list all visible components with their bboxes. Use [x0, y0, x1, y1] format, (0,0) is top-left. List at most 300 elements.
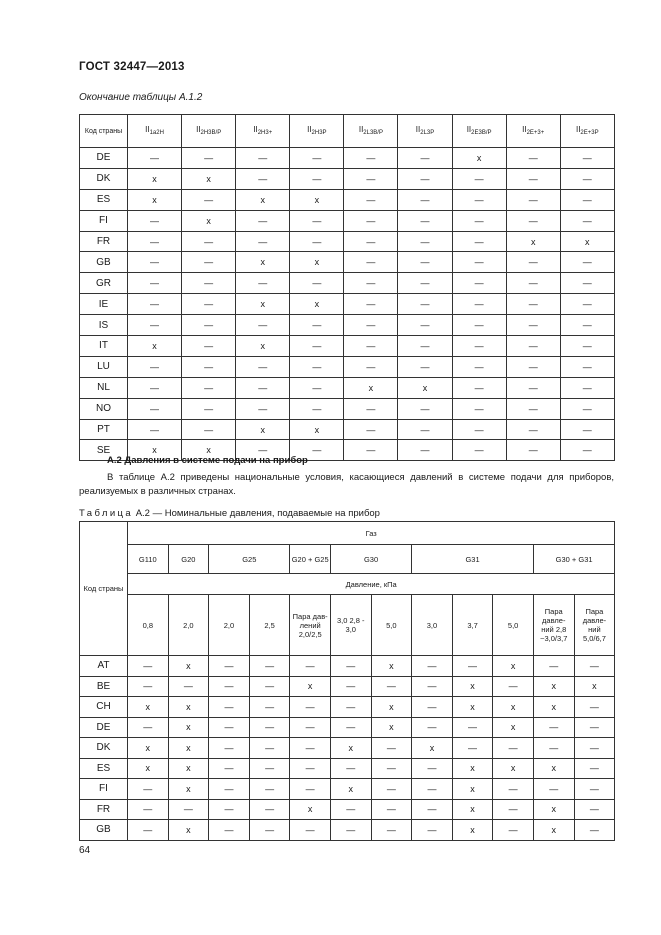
- table-cell: —: [371, 676, 412, 697]
- table-cell: —: [398, 294, 452, 315]
- table-cell: —: [249, 758, 290, 779]
- table-cell: —: [236, 356, 290, 377]
- column-header-base: II: [196, 124, 201, 134]
- gas-group-header: G20 + G25: [290, 545, 331, 574]
- table-cell: —: [506, 356, 560, 377]
- table-cell: —: [560, 273, 614, 294]
- table-caption-text: А.2 — Номинальные давления, подаваемые на прибор: [135, 508, 380, 519]
- table-cell: —: [560, 398, 614, 419]
- table-cell: —: [533, 738, 574, 759]
- country-code-cell: CH: [80, 697, 128, 718]
- country-code-cell: BE: [80, 676, 128, 697]
- country-code-cell: GB: [80, 252, 128, 273]
- table-cell: —: [452, 738, 493, 759]
- table-cell: —: [330, 820, 371, 841]
- table-cell: —: [128, 799, 169, 820]
- table-cell: —: [290, 315, 344, 336]
- table-cell: —: [290, 231, 344, 252]
- table-cell: —: [290, 717, 331, 738]
- section-title: А.2 Давления в системе подачи на прибор: [107, 455, 308, 466]
- table-cell: —: [371, 799, 412, 820]
- table-cell: —: [452, 356, 506, 377]
- table-cell: —: [330, 656, 371, 677]
- table-cell: —: [168, 676, 209, 697]
- table-cell: —: [506, 315, 560, 336]
- table-cell: —: [506, 252, 560, 273]
- table-cell: —: [209, 656, 250, 677]
- table-row: [80, 189, 615, 210]
- country-code-cell: GB: [80, 820, 128, 841]
- table-cell: x: [452, 697, 493, 718]
- table-cell: —: [452, 168, 506, 189]
- column-header-sub: 2E+3+: [526, 129, 545, 136]
- country-code-cell: FI: [80, 779, 128, 800]
- table-cell: x: [344, 377, 398, 398]
- table-cell: —: [412, 820, 453, 841]
- pressure-value-header: 2,0: [168, 595, 209, 656]
- table-cell: —: [344, 315, 398, 336]
- table-cell: —: [182, 356, 236, 377]
- table-cell: —: [182, 336, 236, 357]
- table-cell: —: [412, 697, 453, 718]
- table-cell: —: [344, 273, 398, 294]
- table-row: [80, 168, 615, 189]
- table-cell: x: [128, 189, 182, 210]
- table-cell: x: [182, 168, 236, 189]
- table-cell: —: [236, 377, 290, 398]
- table-cell: —: [290, 168, 344, 189]
- table-cell: x: [182, 210, 236, 231]
- table-cell: x: [412, 738, 453, 759]
- table-cell: —: [236, 210, 290, 231]
- country-code-cell: FR: [80, 799, 128, 820]
- table-row: [80, 717, 615, 738]
- table-row: [80, 336, 615, 357]
- table-cell: x: [533, 758, 574, 779]
- column-header: [452, 115, 506, 148]
- table-cell: —: [182, 189, 236, 210]
- table-cell: —: [412, 799, 453, 820]
- table-cell: x: [533, 799, 574, 820]
- table-cell: —: [290, 377, 344, 398]
- table-cell: x: [128, 758, 169, 779]
- column-header: [182, 115, 236, 148]
- table-cell: —: [371, 820, 412, 841]
- table-cell: x: [398, 377, 452, 398]
- table-cell: x: [236, 189, 290, 210]
- table-cell: —: [398, 252, 452, 273]
- pressure-value-header: 0,8: [128, 595, 169, 656]
- table-cell: —: [249, 738, 290, 759]
- pressure-value-header: 2,0: [209, 595, 250, 656]
- table-row: [80, 697, 615, 718]
- pressure-value-header: Пара давле-ний 2,8 ~3,0/3,7: [533, 595, 574, 656]
- document-header: ГОСТ 32447—2013: [79, 61, 185, 73]
- table-cell: x: [452, 758, 493, 779]
- table-cell: —: [560, 210, 614, 231]
- table-cell: x: [128, 336, 182, 357]
- table-cell: —: [344, 231, 398, 252]
- table-row: [80, 210, 615, 231]
- country-code-header: Код страны: [80, 115, 128, 148]
- pressure-value-header: Пара дав-лений 2,0/2,5: [290, 595, 331, 656]
- country-code-cell: NO: [80, 398, 128, 419]
- table-cell: x: [168, 717, 209, 738]
- table-cell: —: [209, 738, 250, 759]
- table-cell: —: [371, 738, 412, 759]
- table-cell: —: [290, 398, 344, 419]
- table-cell: —: [344, 336, 398, 357]
- table-row: [80, 148, 615, 169]
- pressure-value-header: 5,0: [493, 595, 534, 656]
- pressure-value-header: 2,5: [249, 595, 290, 656]
- table-a1-2: [79, 114, 615, 461]
- table-cell: —: [128, 252, 182, 273]
- table-cell: —: [533, 717, 574, 738]
- pressure-value-header: 3,7: [452, 595, 493, 656]
- table-cell: —: [290, 148, 344, 169]
- table-cell: —: [128, 820, 169, 841]
- table-cell: x: [330, 779, 371, 800]
- table-cell: —: [412, 779, 453, 800]
- column-header-base: II: [253, 124, 258, 134]
- table-cell: —: [128, 148, 182, 169]
- table-cell: x: [168, 779, 209, 800]
- table-cell: —: [344, 210, 398, 231]
- table-cell: —: [236, 440, 290, 461]
- table-caption: [79, 508, 380, 519]
- column-header-sub: 2H3+: [257, 129, 273, 136]
- section-paragraph: [79, 471, 614, 499]
- table-continuation-caption: Окончание таблицы А.1.2: [79, 92, 203, 103]
- table-cell: x: [290, 294, 344, 315]
- table-cell: —: [493, 676, 534, 697]
- table-cell: —: [128, 419, 182, 440]
- table-cell: —: [452, 440, 506, 461]
- table-cell: —: [249, 820, 290, 841]
- table-cell: —: [398, 315, 452, 336]
- table-cell: —: [493, 738, 534, 759]
- country-code-cell: FR: [80, 231, 128, 252]
- column-header-base: II: [466, 124, 472, 134]
- table-cell: —: [452, 377, 506, 398]
- table-cell: —: [290, 820, 331, 841]
- table-cell: x: [452, 799, 493, 820]
- table-cell: —: [506, 273, 560, 294]
- table-cell: —: [249, 697, 290, 718]
- table-cell: x: [452, 676, 493, 697]
- table-cell: —: [493, 779, 534, 800]
- country-code-cell: LU: [80, 356, 128, 377]
- gas-header: Газ: [128, 522, 615, 545]
- table-cell: —: [209, 697, 250, 718]
- table-cell: x: [533, 676, 574, 697]
- table-cell: —: [182, 377, 236, 398]
- table-cell: x: [168, 758, 209, 779]
- table-cell: —: [452, 231, 506, 252]
- table-cell: —: [574, 656, 615, 677]
- table-cell: —: [506, 168, 560, 189]
- table-row: [80, 799, 615, 820]
- table-cell: x: [290, 189, 344, 210]
- table-cell: —: [182, 419, 236, 440]
- table-cell: x: [290, 419, 344, 440]
- table-cell: —: [371, 758, 412, 779]
- table-cell: —: [236, 273, 290, 294]
- table-cell: —: [398, 440, 452, 461]
- table-cell: —: [290, 656, 331, 677]
- table-cell: —: [560, 377, 614, 398]
- table-cell: —: [398, 398, 452, 419]
- table-cell: —: [506, 189, 560, 210]
- column-header: [290, 115, 344, 148]
- country-code-cell: IS: [80, 315, 128, 336]
- country-code-header: Код страны: [80, 522, 128, 656]
- table-cell: —: [249, 799, 290, 820]
- table-cell: x: [371, 656, 412, 677]
- table-cell: —: [506, 398, 560, 419]
- pressure-value-header: 5,0: [371, 595, 412, 656]
- table-cell: —: [560, 148, 614, 169]
- table-cell: —: [209, 758, 250, 779]
- table-row: [80, 294, 615, 315]
- table-cell: —: [128, 356, 182, 377]
- country-code-cell: IE: [80, 294, 128, 315]
- table-cell: —: [574, 758, 615, 779]
- table-cell: —: [398, 336, 452, 357]
- table-cell: —: [236, 148, 290, 169]
- column-header: [128, 115, 182, 148]
- column-header-sub: 2L3P: [420, 129, 435, 136]
- table-cell: x: [493, 758, 534, 779]
- column-header-sub: 2L3B/P: [363, 129, 383, 136]
- table-cell: —: [452, 210, 506, 231]
- column-header: [344, 115, 398, 148]
- table-cell: —: [182, 252, 236, 273]
- table-cell: —: [452, 419, 506, 440]
- table-cell: —: [412, 656, 453, 677]
- table-cell: —: [182, 294, 236, 315]
- table-cell: —: [398, 273, 452, 294]
- table-cell: —: [398, 210, 452, 231]
- table-cell: x: [236, 336, 290, 357]
- pressure-value-header: Пара давле-ний 5,0/6,7: [574, 595, 615, 656]
- table-cell: —: [412, 717, 453, 738]
- table-cell: —: [412, 758, 453, 779]
- table-cell: x: [236, 294, 290, 315]
- pressure-header: Давление, кПа: [128, 574, 615, 595]
- table-cell: —: [236, 231, 290, 252]
- table-cell: —: [398, 189, 452, 210]
- table-cell: —: [249, 656, 290, 677]
- table-cell: —: [128, 231, 182, 252]
- table-cell: —: [452, 294, 506, 315]
- table-cell: —: [128, 315, 182, 336]
- country-code-cell: ES: [80, 189, 128, 210]
- column-header-sub: 2H3P: [311, 129, 327, 136]
- table-cell: —: [452, 398, 506, 419]
- table-cell: x: [290, 799, 331, 820]
- table-cell: —: [574, 717, 615, 738]
- country-code-cell: DE: [80, 148, 128, 169]
- table-row: [80, 231, 615, 252]
- table-a2: [79, 521, 615, 841]
- table-row: [80, 676, 615, 697]
- table-cell: —: [290, 210, 344, 231]
- table-cell: —: [344, 419, 398, 440]
- table-cell: x: [128, 440, 182, 461]
- table-cell: —: [128, 294, 182, 315]
- country-code-cell: NL: [80, 377, 128, 398]
- gas-group-header: G25: [209, 545, 290, 574]
- table-row: [80, 377, 615, 398]
- table-cell: —: [128, 398, 182, 419]
- table-cell: —: [452, 336, 506, 357]
- country-code-cell: PT: [80, 419, 128, 440]
- table-cell: —: [412, 676, 453, 697]
- table-row: [80, 656, 615, 677]
- table-cell: —: [290, 738, 331, 759]
- table-row: [80, 820, 615, 841]
- table-cell: x: [168, 738, 209, 759]
- table-cell: —: [560, 294, 614, 315]
- column-header: [506, 115, 560, 148]
- column-header: [560, 115, 614, 148]
- table-cell: —: [452, 273, 506, 294]
- table-cell: —: [560, 336, 614, 357]
- table-cell: —: [398, 148, 452, 169]
- table-cell: x: [574, 676, 615, 697]
- table-cell: x: [168, 820, 209, 841]
- table-cell: —: [344, 168, 398, 189]
- table-cell: —: [344, 252, 398, 273]
- table-cell: —: [128, 717, 169, 738]
- table-cell: —: [344, 294, 398, 315]
- table-row: [80, 252, 615, 273]
- table-header-row-gas: [80, 522, 615, 545]
- country-code-cell: AT: [80, 656, 128, 677]
- table-cell: x: [182, 440, 236, 461]
- country-code-cell: SE: [80, 440, 128, 461]
- table-cell: —: [371, 779, 412, 800]
- table-cell: —: [182, 398, 236, 419]
- country-code-cell: FI: [80, 210, 128, 231]
- table-cell: —: [128, 656, 169, 677]
- pressure-value-header: 3,0 2,8 - 3,0: [330, 595, 371, 656]
- table-cell: x: [371, 717, 412, 738]
- table-cell: —: [560, 189, 614, 210]
- country-code-cell: GR: [80, 273, 128, 294]
- country-code-cell: DK: [80, 738, 128, 759]
- table-cell: x: [128, 168, 182, 189]
- table-cell: x: [493, 717, 534, 738]
- column-header-base: II: [575, 124, 581, 134]
- table-cell: x: [533, 820, 574, 841]
- table-cell: —: [398, 419, 452, 440]
- table-cell: —: [506, 210, 560, 231]
- table-cell: —: [128, 273, 182, 294]
- table-cell: —: [330, 717, 371, 738]
- table-cell: —: [236, 315, 290, 336]
- country-code-cell: IT: [80, 336, 128, 357]
- table-cell: —: [344, 148, 398, 169]
- table-row: [80, 779, 615, 800]
- table-cell: —: [249, 717, 290, 738]
- table-cell: —: [344, 440, 398, 461]
- gas-group-header: G30: [330, 545, 411, 574]
- table-cell: x: [533, 697, 574, 718]
- table-cell: —: [506, 419, 560, 440]
- page-number: 64: [79, 845, 91, 856]
- table-row: [80, 356, 615, 377]
- table-cell: —: [452, 189, 506, 210]
- table-cell: —: [398, 231, 452, 252]
- table-cell: —: [398, 168, 452, 189]
- table-cell: —: [330, 676, 371, 697]
- table-cell: —: [506, 377, 560, 398]
- column-header-base: II: [358, 124, 364, 134]
- table-cell: —: [493, 820, 534, 841]
- table-cell: x: [560, 231, 614, 252]
- table-caption-label: Таблица: [79, 508, 134, 519]
- table-cell: —: [182, 231, 236, 252]
- table-cell: —: [128, 377, 182, 398]
- table-cell: —: [560, 315, 614, 336]
- table-cell: —: [560, 356, 614, 377]
- table-cell: —: [560, 440, 614, 461]
- table-header-row: [80, 115, 615, 148]
- table-cell: x: [452, 148, 506, 169]
- table-cell: —: [209, 676, 250, 697]
- paragraph-text: В таблице А.2 приведены национальные условия, касающиеся давлений в системе подачи для приборов, реализуемых в различных странах.: [79, 472, 614, 497]
- table-cell: x: [493, 697, 534, 718]
- table-cell: —: [493, 799, 534, 820]
- table-cell: —: [560, 252, 614, 273]
- table-cell: —: [290, 779, 331, 800]
- table-row: [80, 419, 615, 440]
- column-header: [236, 115, 290, 148]
- table-cell: x: [493, 656, 534, 677]
- table-cell: —: [344, 356, 398, 377]
- table-cell: —: [290, 758, 331, 779]
- table-cell: —: [182, 148, 236, 169]
- table-cell: —: [128, 676, 169, 697]
- table-cell: —: [452, 315, 506, 336]
- column-header-base: II: [307, 124, 312, 134]
- table-cell: —: [574, 799, 615, 820]
- column-header-base: II: [415, 124, 421, 134]
- table-cell: —: [290, 273, 344, 294]
- column-header-sub: 1a2H: [149, 129, 164, 136]
- table-cell: —: [344, 189, 398, 210]
- table-cell: —: [452, 656, 493, 677]
- table-cell: —: [290, 440, 344, 461]
- table-cell: —: [209, 820, 250, 841]
- country-code-cell: ES: [80, 758, 128, 779]
- column-header: [398, 115, 452, 148]
- table-cell: —: [533, 656, 574, 677]
- table-cell: x: [452, 820, 493, 841]
- table-cell: —: [398, 356, 452, 377]
- table-cell: —: [290, 697, 331, 718]
- column-header-sub: 2E3B/P: [471, 129, 492, 136]
- table-cell: —: [452, 252, 506, 273]
- table-cell: —: [560, 168, 614, 189]
- table-cell: —: [533, 779, 574, 800]
- table-cell: x: [452, 779, 493, 800]
- table-cell: —: [209, 717, 250, 738]
- table-cell: x: [236, 419, 290, 440]
